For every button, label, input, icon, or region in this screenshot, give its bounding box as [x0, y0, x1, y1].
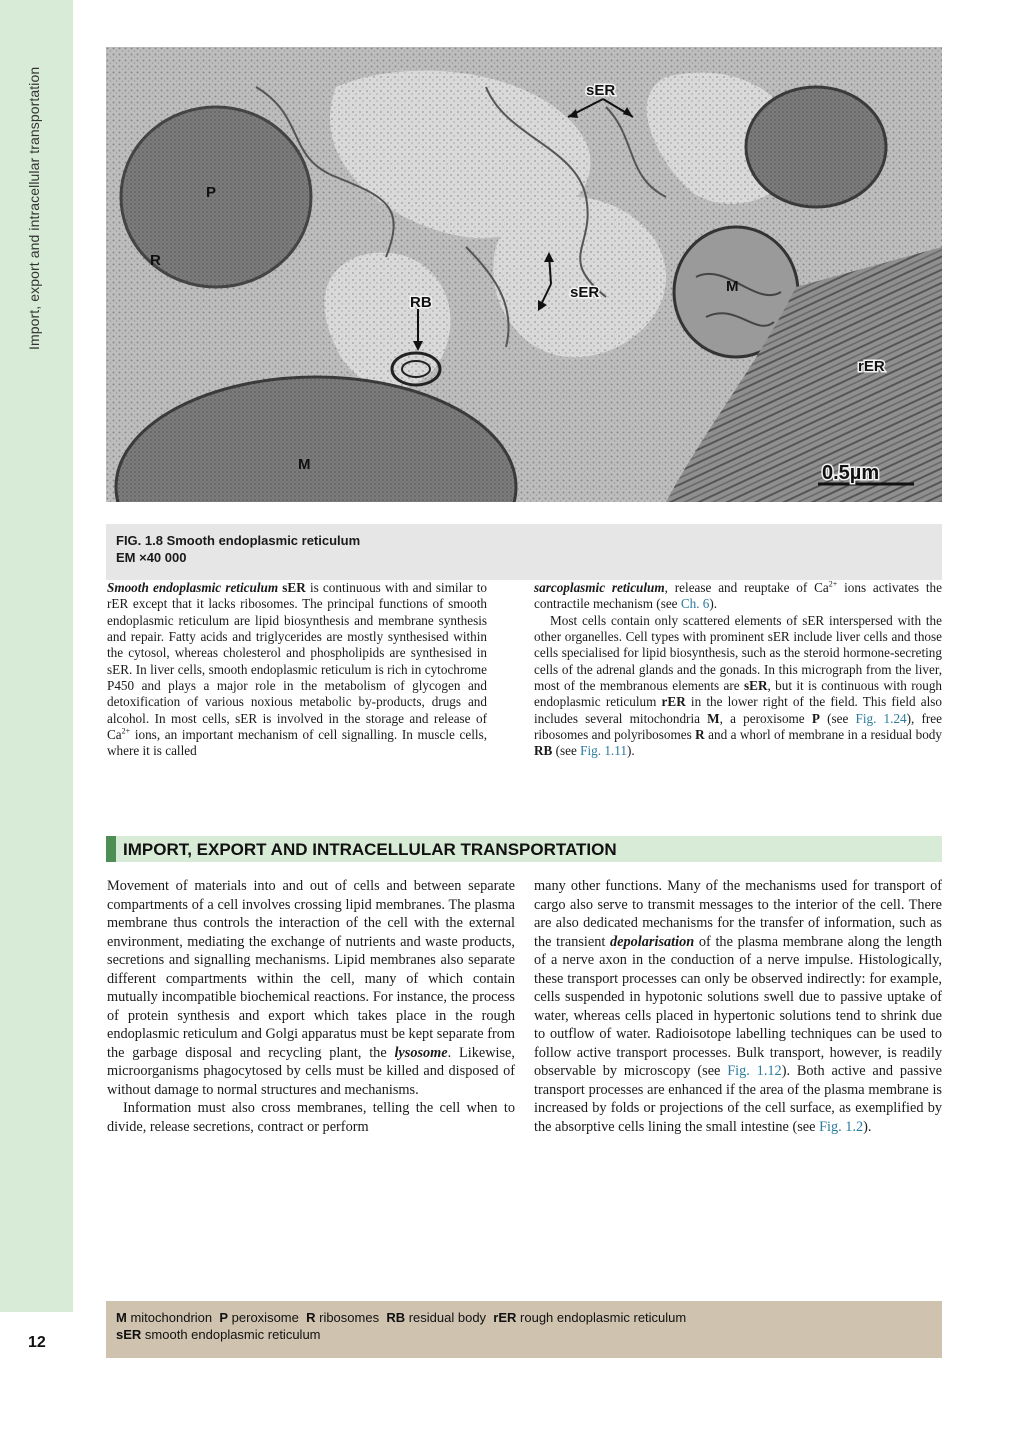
superscript: 2+ [121, 726, 131, 736]
caption-title: FIG. 1.8 Smooth endoplasmic reticulum [116, 533, 361, 548]
figure-link[interactable]: Fig. 1.2 [819, 1118, 864, 1135]
text: ). [863, 1118, 872, 1135]
paragraph: Information must also cross membranes, telling the cell when to divide, release secretions, contract or perform [107, 1100, 515, 1135]
abbr: RB [534, 743, 553, 759]
running-title: Import, export and intracellular transportation [26, 66, 42, 350]
text-column-1 [107, 580, 487, 760]
paragraph [107, 877, 515, 1099]
text: ), free ribosomes and polyribosomes [534, 710, 942, 743]
text-column-4 [534, 877, 942, 1136]
figure-link[interactable]: Fig. 1.12 [727, 1063, 782, 1079]
term: depolarisation [610, 933, 695, 950]
text: , but it is continuous with rough endoplasmic reticulum [534, 678, 943, 710]
label-m-bottom: M [298, 456, 311, 473]
figure-caption [106, 524, 942, 580]
key-abbr: sER [116, 1327, 142, 1342]
section-heading-bar [106, 836, 116, 862]
text: (see [819, 710, 856, 726]
key-text: residual body [408, 1310, 487, 1325]
key-text: rough endoplasmic reticulum [520, 1310, 687, 1325]
text: ). Both active and passive transport processes are enhanced if the area of the plasma membrane is increased by folds or projections of the cell surface, as exemplified by the absorptive cells lining the small intestine (see [534, 1063, 942, 1135]
text: many other functions. Many of the mechanisms used for transport of cargo also serve to transmit messages to the interior of the cell. There are also dedicated mechanisms for the transfer of information, such as the transient [534, 878, 942, 950]
key-text: peroxisome [231, 1310, 299, 1325]
text: (see [552, 743, 581, 759]
key-abbr: R [306, 1310, 316, 1325]
figure-link[interactable]: Fig. 1.24 [855, 710, 907, 726]
text: , a peroxisome [719, 710, 812, 726]
label-rer: rER [858, 358, 885, 375]
text: , release and reuptake of Ca [664, 580, 829, 595]
label-ser-mid: sER [570, 284, 600, 301]
abbr: rER [661, 694, 686, 710]
text: of the plasma membrane along the length of a nerve axon in the conduction of a nerve impulse. Histologically, these transport processes can only be observed indirectly: for example, cells suspended in hypotonic solutions swell due to passive uptake of water, whereas cells placed in hypertonic solutions tend to shrink due to outflow of water. Radioisotope labelling techniques can be used to follow active transport processes. Bulk transport, however, is readily observable by microscopy (see [534, 933, 942, 1079]
key-row [116, 1326, 932, 1343]
abbr: R [695, 727, 705, 743]
micrograph-illustration [106, 47, 942, 502]
figure-link[interactable]: Fig. 1.11 [580, 743, 627, 759]
term: Smooth endoplasmic reticulum [107, 580, 279, 595]
scale-bar-label: 0.5µm [822, 462, 880, 484]
label-p: P [206, 184, 217, 201]
text: in the lower right of the field. This field also includes several mitochondria [534, 694, 942, 726]
caption-magnification: EM ×40 000 [116, 550, 187, 565]
label-r: R [150, 252, 161, 269]
abbr: sER [278, 580, 306, 595]
paragraph [534, 877, 942, 1136]
text: and a whorl of membrane in a residual body [704, 727, 942, 743]
text: ions activates the contractile mechanism (see [534, 580, 942, 612]
key-abbr: P [219, 1310, 229, 1325]
key-abbr: rER [493, 1310, 517, 1325]
superscript: 2+ [828, 579, 838, 589]
text: . Likewise, microorganisms phagocytosed by cells must be killed and disposed of without damage to normal structures and mechanisms. [107, 1044, 515, 1098]
key-abbr: M [116, 1310, 127, 1325]
text-column-2 [534, 580, 942, 760]
paragraph [534, 613, 942, 760]
paragraph [107, 580, 487, 760]
key-abbr: RB [386, 1310, 406, 1325]
label-m-right: M [726, 278, 739, 295]
text: Movement of materials into and out of cells and between separate compartments of a cell involves crossing lipid membranes. The plasma membrane thus controls the interaction of the cell with the external environment, mediating the exchange of nutrients and waste products, secretions and signalling mechanisms. Lipid membranes also separate different compartments within the cell, many of which contain mutually incompatible biochemical reactions. For instance, the process of protein synthesis and export which takes place in the rough endoplasmic reticulum and Golgi apparatus must be kept separate from the garbage disposal and recycling plant, the [107, 878, 515, 1061]
key-text: smooth endoplasmic reticulum [144, 1327, 321, 1342]
section-heading-text: IMPORT, EXPORT AND INTRACELLULAR TRANSPORTATION [123, 840, 617, 859]
text: is continuous with and similar to rER except that it lacks ribosomes. The principal functions of smooth endoplasmic reticulum are lipid biosynthesis and membrane synthesis and repair. Fatty acids and triglycerides are mostly synthesised within the cytosol, whereas cholesterol and phospholipids are synthesised in sER. In liver cells, smooth endoplasmic reticulum is rich in cytochrome P450 and plays a major role in the metabolism of glycogen and detoxification of various noxious metabolic by-products, drugs and alcohol. In most cells, sER is involved in the storage and release of Ca [107, 580, 487, 743]
abbr: M [707, 710, 720, 726]
key-row [116, 1309, 932, 1326]
text-column-3 [107, 877, 515, 1136]
term: lysosome [394, 1044, 448, 1061]
text: ions, an important mechanism of cell signalling. In muscle cells, where it is called [107, 727, 487, 759]
label-rb: RB [410, 294, 432, 311]
text: ). [626, 743, 635, 759]
electron-micrograph [106, 47, 942, 502]
page-number: 12 [28, 1334, 46, 1351]
chapter-link[interactable]: Ch. 6 [680, 596, 710, 612]
paragraph [534, 580, 942, 613]
abbr: P [811, 710, 820, 726]
text: Most cells contain only scattered elements of sER interspersed with the other organelles. Cell types with prominent sER include liver cells and those cells specialised for lipid biosynthesis, such as the steroid hormone-secreting cells of the adrenal glands and the gonads. In this micrograph from the liver, most of the membranous elements are [534, 612, 942, 694]
section-heading [106, 836, 942, 862]
abbreviation-key [106, 1301, 942, 1358]
label-ser-top: sER [586, 82, 616, 99]
term: sarcoplasmic reticulum [534, 580, 665, 595]
abbr: sER [744, 678, 768, 694]
text: ). [709, 596, 718, 612]
key-text: mitochondrion [130, 1310, 213, 1325]
key-text: ribosomes [319, 1310, 380, 1325]
